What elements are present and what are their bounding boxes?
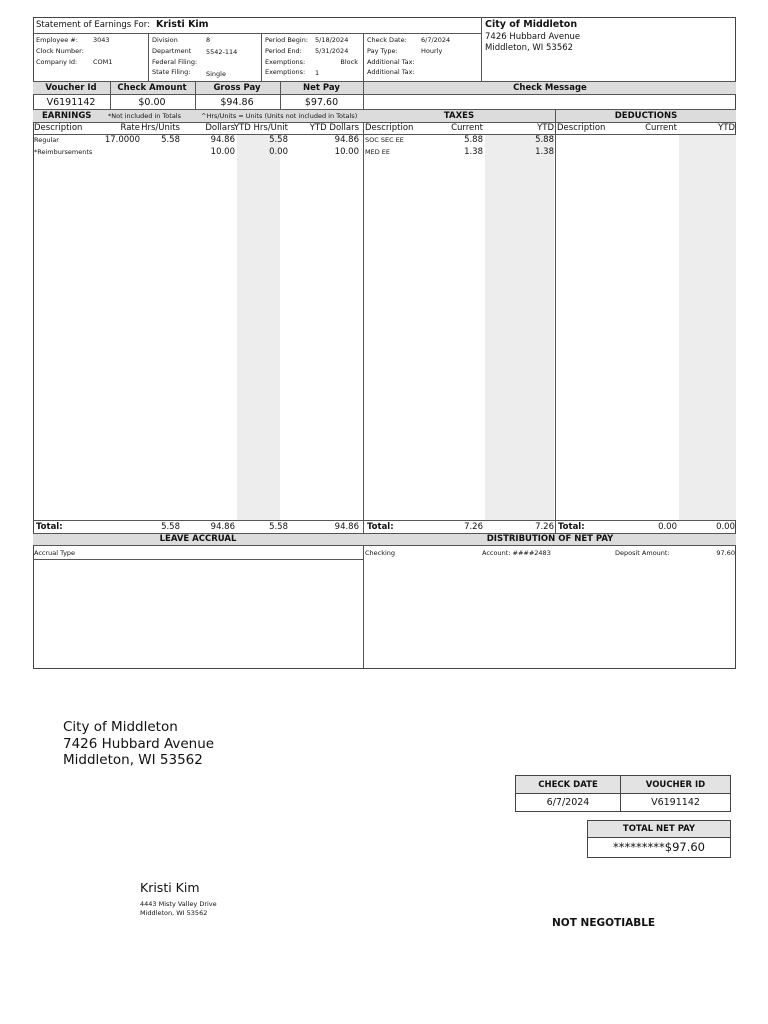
employee-no: 3043 [93, 36, 110, 44]
earnings-total-ytd-hrs: 5.58 [269, 522, 288, 532]
pay-type-value: Hourly [421, 47, 443, 55]
earnings-total-hrs: 5.58 [161, 522, 180, 532]
taxes-total-ytd: 7.26 [535, 522, 554, 532]
period-begin-label: Period Begin: [265, 36, 309, 44]
voucher-id: V6191142 [651, 797, 700, 808]
period-end-label: Period End: [265, 47, 302, 55]
shaded-column [679, 134, 736, 520]
company-label: Company Id: [36, 58, 78, 66]
divider [363, 81, 364, 668]
divider [33, 520, 736, 521]
check-message-label: Check Message [513, 83, 587, 93]
net-pay-label: Net Pay [303, 83, 340, 93]
earnings-note: *Not included in Totals [108, 112, 182, 120]
state-filing-label: State Filing: [152, 68, 191, 76]
earnings-row-hrs: 5.58 [161, 135, 180, 145]
deposit-amount-value: 97.60 [716, 549, 735, 557]
deductions-col-description: Description [557, 123, 606, 133]
department-label: Department [152, 47, 192, 55]
earnings-row-ytd-hrs: 5.58 [269, 135, 288, 145]
taxes-total-label: Total: [367, 522, 394, 532]
earnings-col-rate: Rate [120, 123, 140, 133]
distribution-account: Account: ####2483 [482, 549, 551, 557]
clock-label: Clock Number: [36, 47, 84, 55]
additional-tax-label: Additional Tax: [367, 68, 415, 76]
fed-filing-label: Federal Filing: [152, 58, 198, 66]
exemptions-label: Exemptions: [265, 68, 306, 76]
state-filing-value: Single [206, 70, 226, 78]
employer-address-line: 7426 Hubbard Avenue [485, 32, 581, 42]
earnings-col-ytd-hrs: YTD Hrs/Unit [233, 123, 288, 133]
tax-row-description: MED EE [365, 148, 391, 156]
divider [363, 33, 364, 81]
voucher-id-value: V6191142 [46, 97, 96, 108]
division-label: Division [152, 36, 178, 44]
payee-address-line: 4443 Misty Valley Drive [140, 900, 217, 908]
divider [261, 33, 262, 81]
payer-name: City of Middleton [63, 719, 178, 735]
deductions-col-current: Current [645, 123, 677, 133]
period-end-value: 5/31/2024 [315, 47, 349, 55]
voucher-id-label: Voucher Id [45, 83, 97, 93]
department-value: 5542-114 [206, 48, 238, 56]
deductions-title: DEDUCTIONS [614, 111, 678, 121]
earnings-row-dollars: 94.86 [210, 135, 235, 145]
total-net-pay-value: *********$97.60 [613, 840, 705, 854]
divider [555, 109, 556, 533]
earnings-row-ytd-hrs: 0.00 [269, 147, 288, 157]
shaded-column [237, 134, 280, 520]
tax-row-current: 1.38 [464, 147, 483, 157]
earnings-row-dollars: 10.00 [210, 147, 235, 157]
payee-name: Kristi Kim [140, 880, 200, 895]
divider [33, 559, 363, 560]
tax-row-ytd: 1.38 [535, 147, 554, 157]
taxes-title: TAXES [443, 111, 475, 121]
tax-row-ytd: 5.88 [535, 135, 554, 145]
taxes-total-current: 7.26 [464, 522, 483, 532]
not-negotiable-notice: NOT NEGOTIABLE [552, 917, 656, 929]
earnings-row-ytd-dollars: 10.00 [334, 147, 359, 157]
division-value: 8 [206, 36, 211, 44]
divider [33, 33, 481, 34]
earnings-title: EARNINGS [42, 111, 92, 121]
earnings-total-dollars: 94.86 [210, 522, 235, 532]
additional-tax-label: Additional Tax: [367, 58, 415, 66]
check-amount-value: $0.00 [138, 97, 166, 108]
deductions-total-ytd: 0.00 [716, 522, 735, 532]
exemptions-value: Block [340, 58, 358, 66]
payee-address-line: Middleton, WI 53562 [140, 909, 208, 917]
shaded-column [485, 134, 554, 520]
check-date: 6/7/2024 [546, 797, 590, 808]
gross-pay-value: $94.86 [220, 97, 254, 108]
earnings-row-description: *Reimbursements [34, 148, 93, 156]
leave-accrual-title: LEAVE ACCRUAL [159, 534, 237, 544]
total-net-pay-label: TOTAL NET PAY [622, 824, 696, 834]
employer-name: City of Middleton [485, 19, 578, 30]
deductions-total-label: Total: [558, 522, 585, 532]
gross-pay-label: Gross Pay [213, 83, 261, 93]
earnings-row-ytd-dollars: 94.86 [334, 135, 359, 145]
employer-address-line: Middleton, WI 53562 [485, 43, 574, 53]
voucher-id-header: VOUCHER ID [645, 780, 706, 790]
payer-address-line: 7426 Hubbard Avenue [63, 736, 215, 752]
employee-no-label: Employee #: [36, 36, 78, 44]
tax-row-current: 5.88 [464, 135, 483, 145]
earnings-row-rate: 17.0000 [104, 135, 140, 145]
deposit-amount-label: Deposit Amount: [615, 549, 670, 557]
taxes-col-current: Current [451, 123, 483, 133]
period-begin-value: 5/18/2024 [315, 36, 349, 44]
deductions-total-current: 0.00 [658, 522, 677, 532]
earnings-col-dollars: Dollars [205, 123, 235, 133]
earnings-row-description: Regular [34, 136, 59, 144]
divider [148, 33, 149, 81]
check-date-label: Check Date: [367, 36, 407, 44]
deductions-col-ytd: YTD [718, 123, 735, 133]
distribution-type: Checking [365, 549, 396, 557]
tax-row-description: SOC SEC EE [365, 136, 404, 144]
exemptions-label: Exemptions: [265, 58, 306, 66]
check-amount-label: Check Amount [117, 83, 187, 93]
earnings-col-description: Description [34, 123, 83, 133]
check-date-value: 6/7/2024 [421, 36, 451, 44]
earnings-total-ytd-dollars: 94.86 [334, 522, 359, 532]
earnings-note: ^Hrs/Units = Units (Units not included in Totals) [201, 112, 358, 120]
earnings-total-label: Total: [36, 522, 63, 532]
check-date-header: CHECK DATE [538, 780, 598, 790]
accrual-type-label: Accrual Type [34, 549, 76, 557]
company-value: COM1 [93, 58, 113, 66]
payer-address-line: Middleton, WI 53562 [63, 752, 203, 768]
divider [481, 17, 482, 81]
taxes-col-ytd: YTD [537, 123, 554, 133]
taxes-col-description: Description [365, 123, 414, 133]
pay-type-label: Pay Type: [367, 47, 398, 55]
net-pay-value: $97.60 [304, 97, 339, 108]
statement-label: Statement of Earnings For: [36, 20, 150, 30]
earnings-col-hrs: Hrs/Units [141, 123, 180, 133]
employee-name: Kristi Kim [156, 19, 209, 30]
earnings-col-ytd-dollars: YTD Dollars [309, 123, 359, 133]
exemptions-value: 1 [315, 69, 320, 77]
distribution-title: DISTRIBUTION OF NET PAY [486, 534, 614, 544]
